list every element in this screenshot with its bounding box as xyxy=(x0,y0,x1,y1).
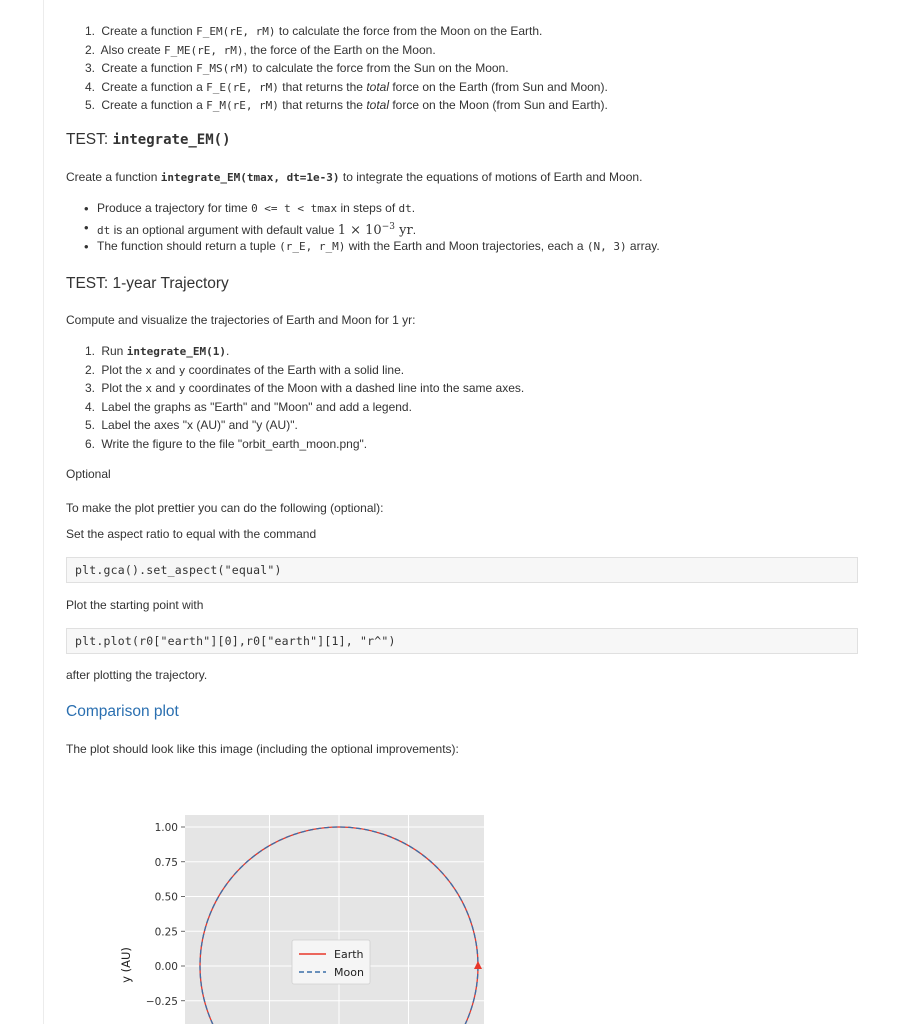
aspect-code: plt.gca().set_aspect("equal") xyxy=(75,563,282,577)
y-tick-label: 0.25 xyxy=(154,926,178,939)
y-ticks xyxy=(146,822,185,1008)
list-item: 1. Create a function F_EM(rE, rM) to calculate the force from the Moon on the Earth. xyxy=(85,24,543,38)
list-item: 5. Label the axes "x (AU)" and "y (AU)". xyxy=(85,418,298,432)
y-tick-label: 0.50 xyxy=(154,891,178,904)
start-text: Plot the starting point with xyxy=(66,598,204,612)
year-intro: Compute and visualize the trajectories of Earth and Moon for 1 yr: xyxy=(66,313,416,327)
legend-earth-label: Earth xyxy=(334,948,364,961)
y-axis-label: y (AU) xyxy=(119,947,133,983)
legend xyxy=(292,940,370,984)
y-tick-label: −0.25 xyxy=(145,995,178,1008)
list-item: 3. Plot the x and y coordinates of the Moon with a dashed line into the same axes. xyxy=(85,381,525,395)
list-item: 2. Also create F_ME(rE, rM), the force of the Earth on the Moon. xyxy=(85,42,436,57)
start-code-block[interactable] xyxy=(66,628,858,654)
list-item: • dt is an optional argument with default value $1 \times 10^{-3}$ yr. xyxy=(97,218,660,237)
year-steps-list xyxy=(85,342,524,453)
list-item: • Produce a trajectory for time 0 <= t < tmax in steps of dt. xyxy=(97,199,660,218)
plot-background xyxy=(185,815,484,1024)
orbit-chart xyxy=(100,800,500,1024)
aspect-code-block[interactable] xyxy=(66,557,858,583)
y-tick-label: 0.00 xyxy=(154,961,178,973)
y-tick-label: 0.75 xyxy=(154,856,178,869)
optional-intro: To make the plot prettier you can do the following (optional): xyxy=(66,501,384,515)
integrate-bullets xyxy=(97,199,660,256)
list-item: 5. Create a function a F_M(rE, rM) that returns the total force on the Moon (from Sun and Earth). xyxy=(85,98,608,112)
list-item: 1. Run integrate_EM(1). xyxy=(85,344,230,358)
list-item: • The function should return a tuple (r_E, r_M) with the Earth and Moon trajectories, each a (N, 3) array. xyxy=(97,237,660,256)
force-function-list xyxy=(85,22,608,115)
comparison-heading: Comparison plot xyxy=(66,703,179,720)
list-item: 4. Create a function a F_E(rE, rM) that returns the total force on the Earth (from Sun and Moon). xyxy=(85,79,608,94)
list-item: 6. Write the figure to the file "orbit_earth_moon.png". xyxy=(85,436,368,451)
test-integrate-heading: TEST: integrate_EM() xyxy=(66,131,231,148)
legend-moon-label: Moon xyxy=(334,966,364,979)
test-year-heading: TEST: 1-year Trajectory xyxy=(66,275,229,292)
list-item: 4. Label the graphs as "Earth" and "Moon" and add a legend. xyxy=(85,399,412,414)
list-item: 2. Plot the x and y coordinates of the Earth with a solid line. xyxy=(85,362,405,377)
comparison-intro: The plot should look like this image (including the optional improvements): xyxy=(66,742,459,756)
after-text: after plotting the trajectory. xyxy=(66,668,208,682)
y-tick-label: 1.00 xyxy=(154,822,178,834)
optional-title: Optional xyxy=(66,467,111,481)
list-item: 3. Create a function F_MS(rM) to calculate the force from the Sun on the Moon. xyxy=(85,61,509,75)
start-code: plt.plot(r0["earth"][0],r0["earth"][1], "r^") xyxy=(75,634,396,648)
integrate-intro: Create a function integrate_EM(tmax, dt=1e-3) to integrate the equations of motions of Earth and Moon. xyxy=(66,170,643,184)
aspect-text: Set the aspect ratio to equal with the command xyxy=(66,527,317,541)
